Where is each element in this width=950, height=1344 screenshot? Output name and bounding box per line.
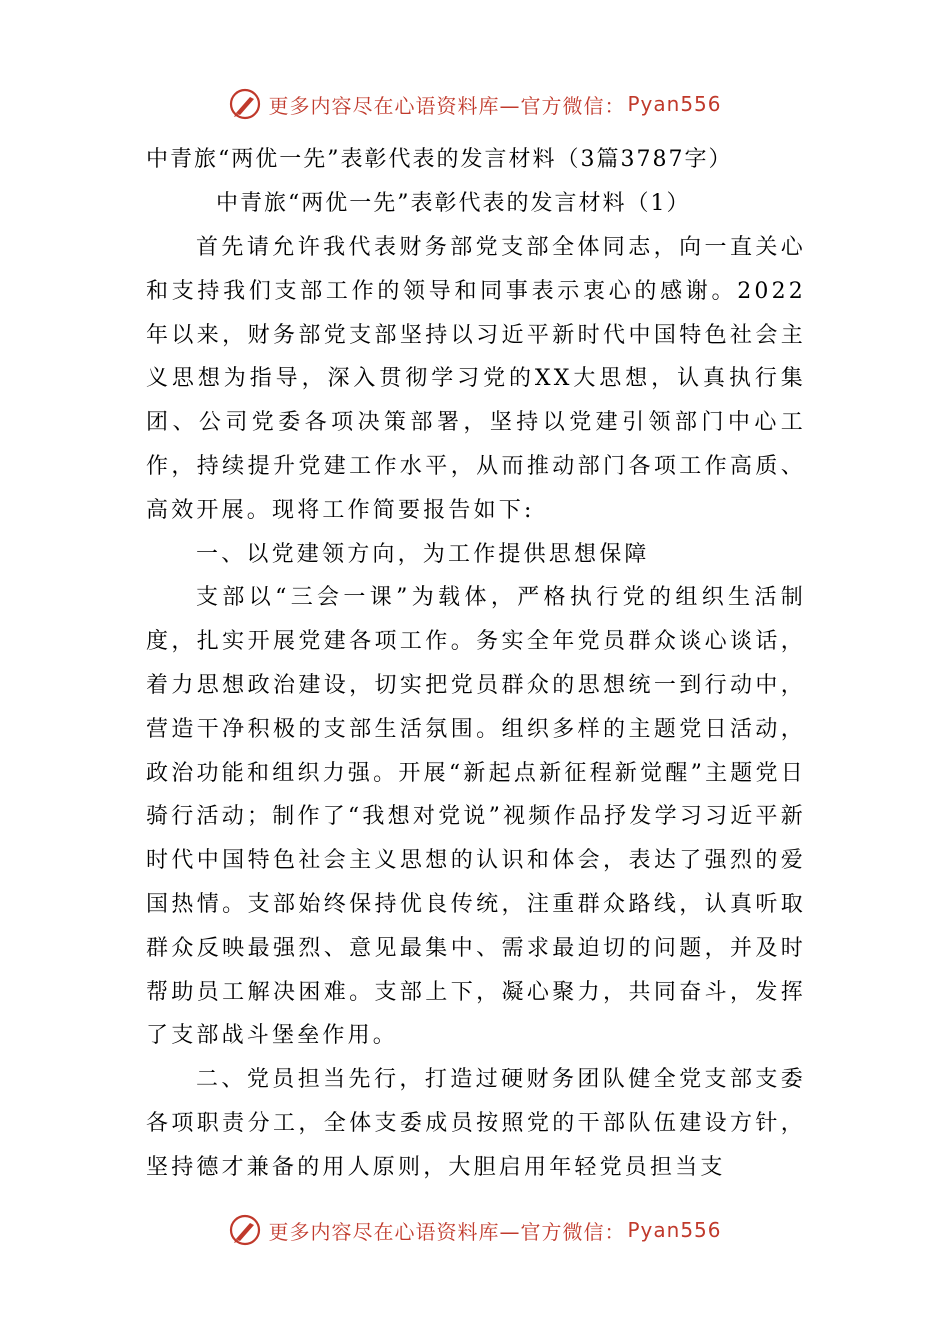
- section-1-paragraph: 支部以“三会一课”为载体，严格执行党的组织生活制度，扎实开展党建各项工作。务实全年党员群众谈心谈话，着力思想政治建设，切实把党员群众的思想统一到行动中，营造干净积极的支部生活氛围。组织多样的主题党日活动，政治功能和组织力强。开展“新起点新征程新觉醒”主题党日骑行活动；制作了“我想对党说”视频作品抒发学习习近平新时代中国特色社会主义思想的认识和体会，表达了强烈的爱国热情。支部始终保持优良传统，注重群众路线，认真听取群众反映最强烈、意见最集中、需求最迫切的问题，并及时帮助员工解决困难。支部上下，凝心聚力，共同奋斗，发挥了支部战斗堡垒作用。: [146, 585, 806, 1049]
- banner-text: 更多内容尽在心语资料库—官方微信：: [268, 93, 626, 118]
- banner-wechat-id: Pyan556: [627, 1218, 722, 1242]
- document-title: 中青旅“两优一先”表彰代表的发言材料（3篇3787字）: [146, 147, 733, 172]
- banner-text: 更多内容尽在心语资料库—官方微信：: [268, 1219, 626, 1244]
- header-watermark-banner: [0, 84, 950, 124]
- pen-circle-icon: [228, 1213, 262, 1247]
- intro-paragraph: 首先请允许我代表财务部党支部全体同志，向一直关心和支持我们支部工作的领导和同事表示衷心的感谢。2022年以来，财务部党支部坚持以习近平新时代中国特色社会主义思想为指导，深入贯彻学习党的XX大思想，认真执行集团、公司党委各项决策部署，坚持以党建引领部门中心工作，持续提升党建工作水平，从而推动部门各项工作高质、高效开展。现将工作简要报告如下:: [146, 235, 806, 523]
- section-1-heading: 一、以党建领方向，为工作提供思想保障: [196, 541, 650, 567]
- pen-circle-icon: [228, 87, 262, 121]
- banner-wechat-id: Pyan556: [627, 92, 722, 116]
- footer-watermark-banner: [0, 1210, 950, 1250]
- document-body: [146, 138, 806, 1190]
- section-2-paragraph: 二、党员担当先行，打造过硬财务团队健全党支部支委各项职责分工，全体支委成员按照党的干部队伍建设方针，坚持德才兼备的用人原则，大胆启用年轻党员担当支: [146, 1067, 806, 1180]
- document-subtitle: 中青旅“两优一先”表彰代表的发言材料（1）: [216, 191, 691, 216]
